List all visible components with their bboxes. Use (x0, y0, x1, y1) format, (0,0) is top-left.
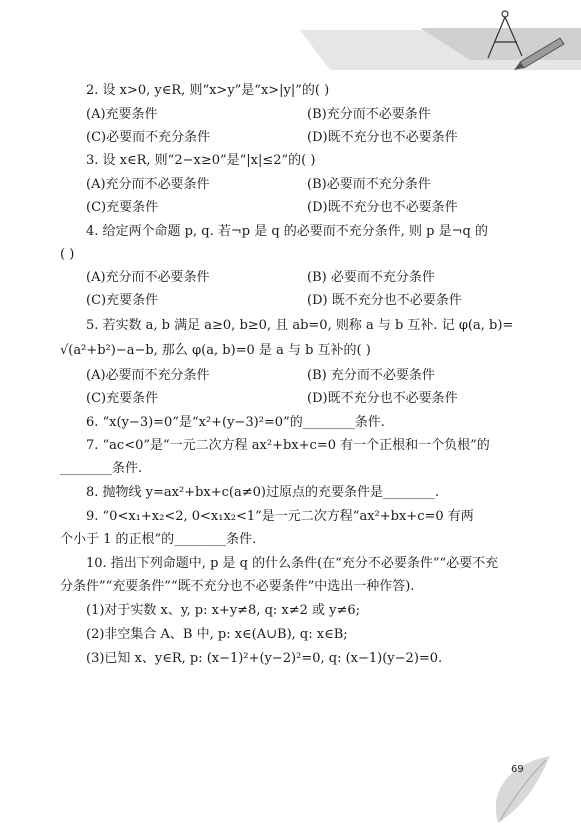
q4-stem-line2: ( ) (60, 247, 75, 262)
q2-option-b: (B)充分而不必要条件 (307, 107, 431, 122)
q3-option-b: (B)必要而不充分条件 (307, 177, 431, 192)
q5-stem-line2: √(a²+b²)−a−b, 那么 φ(a, b)=0 是 a 与 b 互补的( ) (60, 343, 371, 358)
q5-stem-line1: 5. 若实数 a, b 满足 a≥0, b≥0, 且 ab=0, 则称 a 与 b 互补. 记 φ(a, b)= (86, 318, 514, 333)
leaf-decoration (478, 748, 558, 825)
q3-option-a: (A)充分而不必要条件 (86, 177, 210, 192)
q7-stem-line2: ________条件. (60, 461, 143, 476)
q7-stem-line1: 7. “ac<0”是“一元二次方程 ax²+bx+c=0 有一个正根和一个负根”的 (86, 438, 490, 453)
q2-option-a: (A)充要条件 (86, 107, 158, 122)
q4-option-b: (B) 必要而不充分条件 (307, 270, 435, 285)
q2-option-d: (D)既不充分也不必要条件 (307, 130, 458, 145)
q4-option-d: (D) 既不充分也不必要条件 (307, 293, 462, 308)
q10-item-3: (3)已知 x、y∈R, p: (x−1)²+(y−2)²=0, q: (x−1)(y−2)=0. (86, 651, 443, 666)
q3-option-d: (D)既不充分也不必要条件 (307, 200, 458, 215)
q3-stem: 3. 设 x∈R, 则“2−x≥0”是“|x|≤2”的( ) (86, 153, 316, 168)
q8-stem: 8. 抛物线 y=ax²+bx+c(a≠0)过原点的充要条件是________. (86, 485, 440, 500)
q5-option-a: (A)必要而不充分条件 (86, 368, 210, 383)
q5-option-d: (D)既不充分也不必要条件 (307, 391, 458, 406)
page-number: 69 (511, 764, 524, 775)
q9-stem-line1: 9. “0<x₁+x₂<2, 0<x₁x₂<1”是一元二次方程“ax²+bx+c=0 有两 (86, 509, 474, 524)
q4-option-c: (C)充要条件 (86, 293, 159, 308)
q10-stem-line1: 10. 指出下列命题中, p 是 q 的什么条件(在“充分不必要条件”“必要不充 (86, 556, 499, 571)
q2-stem: 2. 设 x>0, y∈R, 则“x>y”是“x>|y|”的( ) (86, 83, 330, 98)
q5-option-c: (C)充要条件 (86, 391, 159, 406)
q10-item-1: (1)对于实数 x、y, p: x+y≠8, q: x≠2 或 y≠6; (86, 603, 361, 618)
q4-stem-line1: 4. 给定两个命题 p, q. 若¬p 是 q 的必要而不充分条件, 则 p 是¬q 的 (86, 224, 488, 239)
header-decoration (0, 0, 581, 70)
q6-stem: 6. “x(y−3)=0”是“x²+(y−3)²=0”的________条件. (86, 415, 385, 430)
q4-option-a: (A)充分而不必要条件 (86, 270, 210, 285)
q5-option-b: (B) 充分而不必要条件 (307, 368, 435, 383)
q9-stem-line2: 个小于 1 的正根”的________条件. (60, 532, 257, 547)
q3-option-c: (C)充要条件 (86, 200, 159, 215)
q2-option-c: (C)必要而不充分条件 (86, 130, 211, 145)
q10-item-2: (2)非空集合 A、B 中, p: x∈(A∪B), q: x∈B; (86, 627, 348, 642)
q10-stem-line2: 分条件”“充要条件”“既不充分也不必要条件”中选出一种作答). (60, 579, 415, 594)
